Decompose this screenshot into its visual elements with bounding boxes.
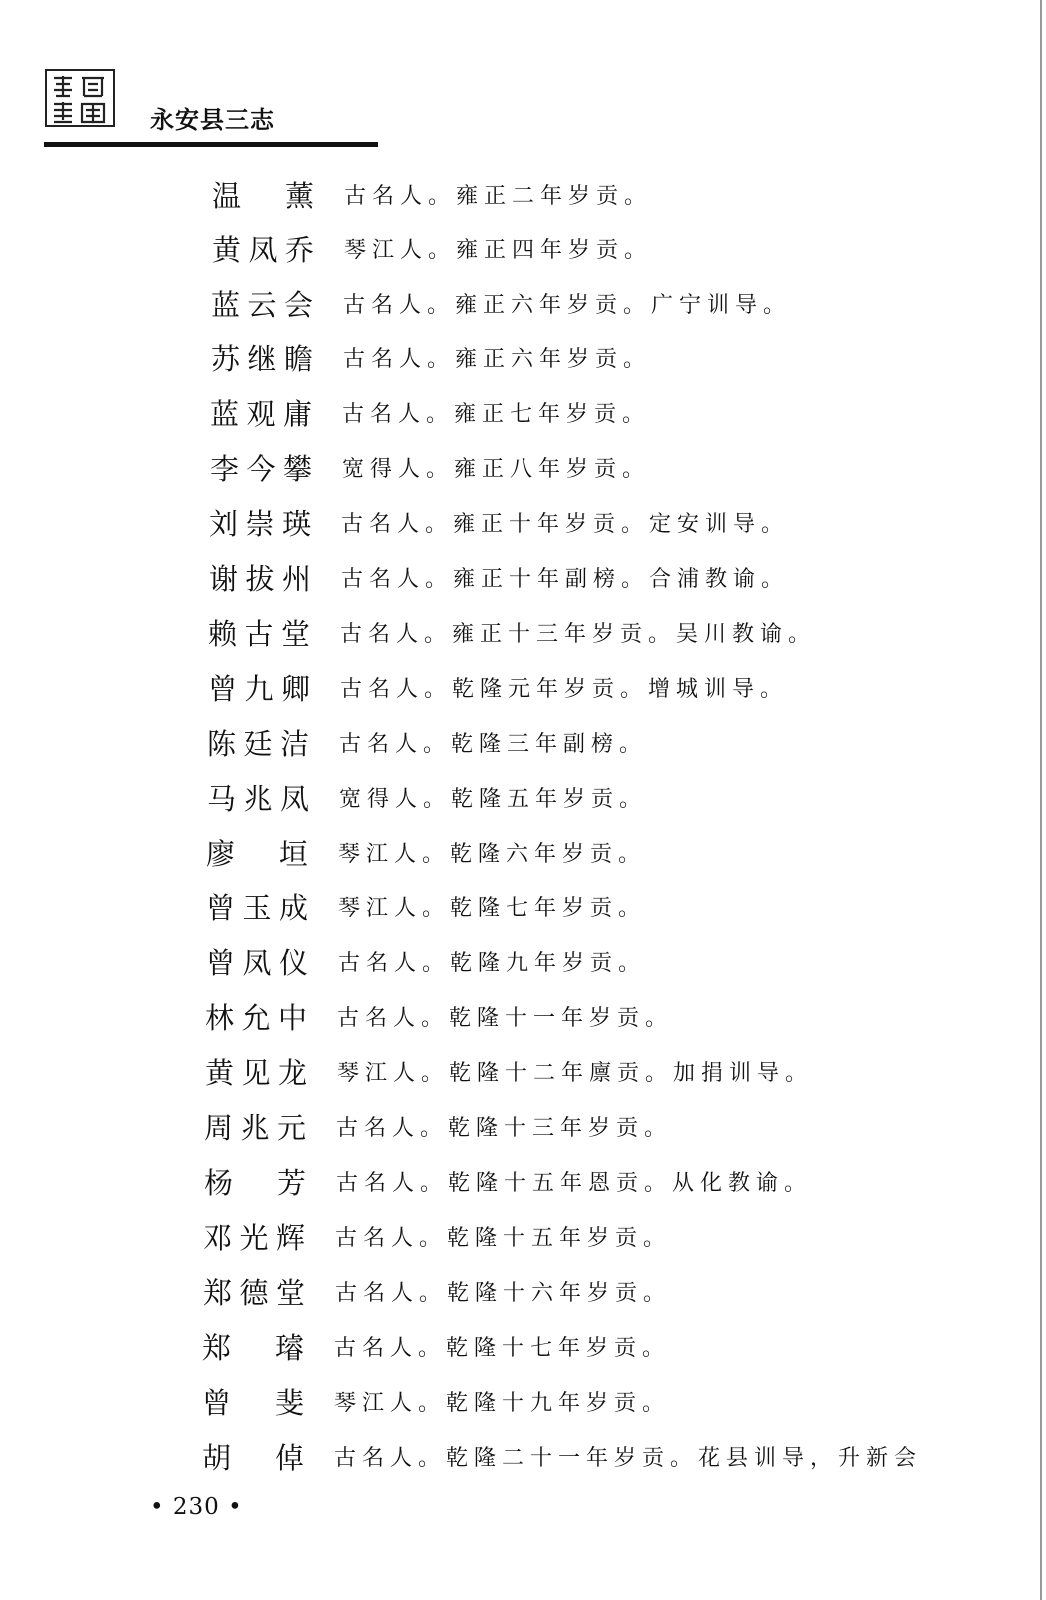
entry-name: 杨 芳: [204, 1165, 308, 1200]
list-item: [202, 1322, 670, 1370]
entry-name: 郑 璿: [202, 1330, 306, 1365]
entry-text: 古名人。雍正二年岁贡。: [344, 183, 653, 209]
entry-text: 古名人。乾隆十一年岁贡。: [337, 1005, 674, 1031]
entry-text: 宽得人。乾隆五年岁贡。: [339, 786, 648, 812]
entry-text: 古名人。乾隆十五年岁贡。: [335, 1225, 672, 1251]
list-item: [209, 498, 789, 546]
entry-text: 古名人。雍正六年岁贡。广宁训导。: [343, 292, 792, 318]
entry-name: 曾凤仪: [206, 945, 310, 980]
list-item: [206, 937, 646, 985]
page-number: • 230 •: [150, 1494, 243, 1520]
entry-name: 李今攀: [210, 451, 314, 486]
list-item: [210, 443, 650, 491]
entry-text: 古名人。乾隆十七年岁贡。: [334, 1335, 671, 1361]
entry-name: 郑德堂: [203, 1275, 307, 1310]
entry-name: 温 薰: [212, 178, 316, 213]
entry-name: 陈廷洁: [207, 726, 311, 761]
entry-text: 古名人。雍正六年岁贡。: [343, 346, 652, 372]
entry-text: 琴江人。乾隆七年岁贡。: [338, 895, 647, 921]
entry-text: 古名人。乾隆元年岁贡。增城训导。: [340, 676, 789, 702]
list-item: [203, 1212, 671, 1260]
list-item: [208, 663, 788, 711]
entry-name: 林允中: [205, 1000, 309, 1035]
seal-logo-icon: [44, 66, 116, 130]
entry-text: 琴江人。雍正四年岁贡。: [344, 237, 653, 263]
entry-name: 廖 垣: [206, 836, 310, 871]
seal-logo: [44, 66, 116, 130]
list-item: [207, 718, 647, 766]
list-item: [212, 224, 652, 272]
list-item: [209, 553, 789, 601]
page-edge-line: [1040, 0, 1042, 1600]
entry-name: 黄凤乔: [212, 232, 316, 267]
entry-name: 蓝观庸: [210, 396, 314, 431]
entry-name: 黄见龙: [205, 1055, 309, 1090]
entry-text: 古名人。乾隆三年副榜。: [339, 731, 648, 757]
list-item: [204, 1102, 672, 1150]
entry-text: 古名人。乾隆九年岁贡。: [338, 950, 647, 976]
book-title: 永安县三志: [150, 106, 275, 134]
entry-text: 古名人。乾隆十三年岁贡。: [336, 1115, 673, 1141]
list-item: [202, 1432, 922, 1480]
list-item: [211, 333, 651, 381]
entry-text: 古名人。乾隆十六年岁贡。: [335, 1280, 672, 1306]
entry-name: 曾玉成: [206, 890, 310, 925]
entry-name: 胡 倬: [202, 1440, 306, 1475]
list-item: [203, 1267, 671, 1315]
entry-text: 古名人。雍正七年岁贡。: [342, 401, 651, 427]
list-item: [202, 1377, 670, 1425]
entry-name: 赖古堂: [208, 616, 312, 651]
entry-name: 蓝云会: [211, 287, 315, 322]
list-item: [208, 608, 816, 656]
entry-text: 琴江人。乾隆十九年岁贡。: [334, 1390, 671, 1416]
entry-text: 古名人。乾隆二十一年岁贡。花县训导，升新会: [334, 1445, 923, 1471]
list-item: [205, 992, 673, 1040]
entry-name: 谢拔州: [209, 561, 313, 596]
list-item: [211, 279, 791, 327]
entry-name: 刘崇瑛: [209, 506, 313, 541]
entry-name: 邓光辉: [203, 1220, 307, 1255]
list-item: [205, 1047, 813, 1095]
list-item: [207, 773, 647, 821]
entry-name: 周兆元: [204, 1110, 308, 1145]
entry-name: 曾 斐: [202, 1385, 306, 1420]
entry-text: 古名人。雍正十三年岁贡。吴川教谕。: [340, 621, 817, 647]
list-item: [206, 882, 646, 930]
list-item: [212, 170, 652, 218]
entry-name: 马兆凤: [207, 781, 311, 816]
entry-text: 古名人。雍正十年岁贡。定安训导。: [341, 511, 790, 537]
list-item: [204, 1157, 812, 1205]
entry-text: 琴江人。乾隆十二年廪贡。加捐训导。: [337, 1060, 814, 1086]
entry-text: 琴江人。乾隆六年岁贡。: [338, 841, 647, 867]
entry-name: 苏继瞻: [211, 341, 315, 376]
entry-text: 古名人。雍正十年副榜。合浦教谕。: [341, 566, 790, 592]
list-item: [210, 388, 650, 436]
entry-name: 曾九卿: [208, 671, 312, 706]
header-rule: [44, 142, 378, 147]
list-item: [206, 828, 646, 876]
entry-text: 宽得人。雍正八年岁贡。: [342, 456, 651, 482]
entry-text: 古名人。乾隆十五年恩贡。从化教谕。: [336, 1170, 813, 1196]
